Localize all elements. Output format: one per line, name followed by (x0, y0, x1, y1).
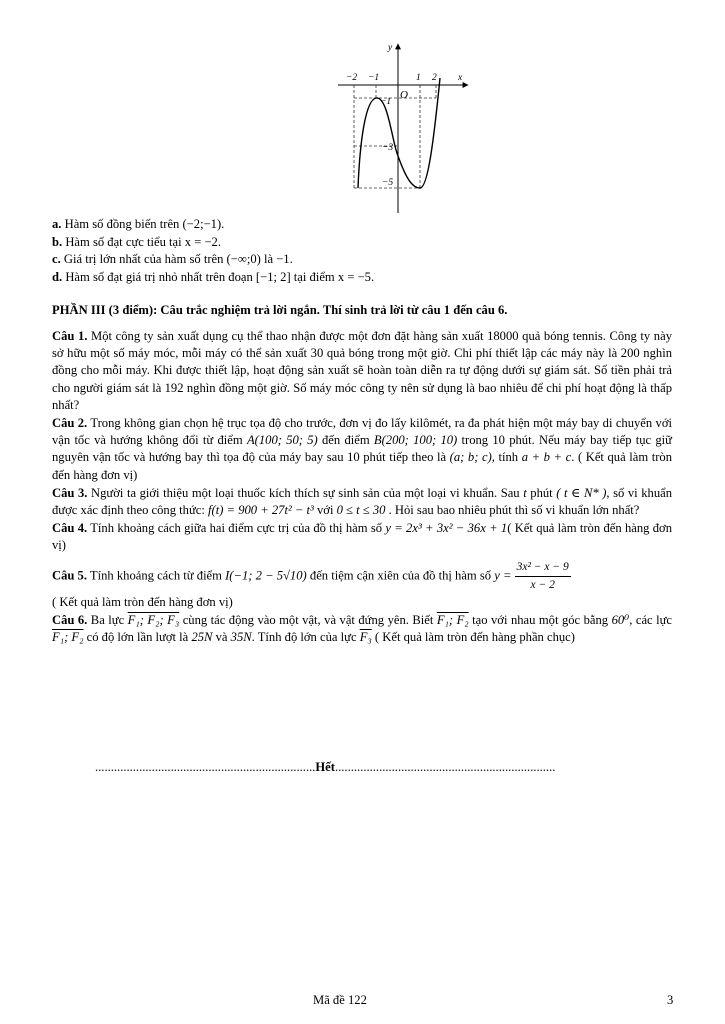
option-text: Hàm số đạt cực tiểu tại x = −2. (65, 234, 221, 249)
question-text: Tính khoảng cách từ điểm (89, 568, 222, 583)
forces-two: F₁; F₂ (436, 613, 469, 628)
axis-x-label: x (458, 73, 463, 83)
option-a (52, 216, 682, 234)
y-equals: y = (494, 568, 512, 583)
y-tick-label: −5 (382, 178, 394, 188)
question-1 (52, 328, 672, 414)
question-text: Người ta giới thiệu một loại thuốc kích thích sự sinh sản của một loại vi khuẩn. Sau (91, 485, 520, 500)
domain: ( t ∈ N* ) (556, 485, 607, 500)
question-text: Tính khoảng cách giữa hai điểm cực trị của đồ thị hàm số (90, 521, 383, 536)
question-6 (52, 612, 672, 646)
option-label: c. (52, 252, 61, 266)
question-text: với (316, 503, 334, 518)
coords: (a; b; c), (449, 450, 495, 465)
option-d (52, 269, 682, 287)
question-text: , số vi khuẩn được xác định theo công thức: (52, 485, 673, 518)
question-text: phút (530, 485, 553, 500)
question-label: Câu 5. (52, 568, 87, 583)
origin-label: O (400, 89, 408, 101)
question-text: Ba lực (90, 613, 125, 628)
point-i: I(−1; 2 − 5√10) (225, 568, 307, 583)
question-text: đến điểm (322, 433, 370, 448)
y-tick-label: −1 (380, 97, 392, 107)
question-note: ( Kết quả làm tròn đến hàng phần chục) (374, 630, 575, 645)
x-tick-label: 2 (432, 73, 437, 83)
guide-lines (354, 85, 436, 188)
point-b: B(200; 100; 10) (373, 433, 458, 448)
option-label: a. (52, 217, 62, 231)
question-text: . Hỏi sau bao nhiêu phút thì số vi khuẩn lớn nhất? (388, 503, 640, 518)
question-list (52, 328, 672, 648)
statement-options (52, 216, 682, 286)
question-3 (52, 485, 672, 519)
question-text: Một công ty sản xuất dụng cụ thể thao nhận được một đơn đặt hàng sản xuất 18000 quả bóng tennis. Công ty này sở hữu một số máy móc, mỗi máy có thể sản xuất 30 quả bóng trong một giờ. Chi phí thiết lập các máy này là 200 nghìn đồng cho mỗi máy. Khi được thiết lập, hoạt động sản xuất sẽ hoàn toàn diễn ra tự động dưới sự giám sát. Số tiền phải trả cho người giám sát là 192 nghìn đồng một giờ. Số máy móc công ty nên sử dụng là bao nhiêu để chi phí hoạt động là thấp nhất? (52, 329, 672, 412)
end-dots: ...................................................................... (334, 760, 556, 774)
question-text: . Tính độ lớn của lực (251, 630, 357, 645)
end-text: Hết (315, 760, 335, 774)
option-text: Hàm số đạt giá trị nhỏ nhất trên đoạn [−1; 2] tại điểm x = −5. (65, 269, 375, 284)
question-label: Câu 1. (52, 329, 88, 343)
function-curve (358, 78, 440, 188)
formula: f(t) = 900 + 27t² − t³ (208, 503, 314, 518)
question-text: tính (498, 450, 519, 465)
option-label: d. (52, 269, 63, 284)
y-tick-label: −3 (382, 143, 394, 153)
question-text: có độ lớn lần lượt là (86, 630, 189, 645)
question-text: tạo với nhau một góc bằng (472, 613, 609, 628)
force-three: F₃ (359, 630, 372, 645)
question-text: Trong không gian chọn hệ trục tọa độ cho trước, đơn vị đo lấy kilômét, ra đa phát hiện một máy bay di chuyển với vận tốc và hướng không đổi từ điểm (52, 416, 672, 448)
function-graph (330, 38, 480, 218)
forces-three: F₁; F₂; F₃ (127, 613, 180, 628)
variable-t: t (523, 485, 527, 500)
numerator: 3x² − x − 9 (515, 559, 571, 577)
forces-two: F₁; F₂ (52, 630, 84, 645)
question-note: . ( Kết quả làm tròn đến hàng đơn vị) (52, 450, 673, 482)
question-2 (52, 415, 672, 484)
axis-y-label: y (388, 43, 393, 53)
x-tick-label: −2 (346, 73, 358, 83)
option-text: Hàm số đồng biến trên (−2;−1). (64, 217, 225, 231)
question-4 (52, 520, 672, 554)
fraction (515, 559, 571, 594)
section-title: PHẦN III (3 điểm): Câu trắc nghiệm trả lời ngắn. Thí sinh trả lời từ câu 1 đến câu 6. (52, 303, 508, 317)
point-a: A(100; 50; 5) (246, 433, 318, 448)
option-label: b. (52, 234, 63, 249)
question-note: ( Kết quả làm tròn đến hàng đơn vị) (52, 595, 233, 610)
angle: 60⁰ (611, 613, 630, 628)
question-label: Câu 3. (52, 485, 88, 500)
page-number: 3 (667, 993, 674, 1007)
option-text: Giá trị lớn nhất của hàm số trên (−∞;0) là −1. (63, 252, 293, 266)
force-value: 25N (191, 630, 213, 645)
range: 0 ≤ t ≤ 30 (336, 503, 386, 518)
question-text: trong 10 phút. Nếu máy bay tiếp tục giữ nguyên vận tốc và hướng bay thì tọa độ của máy bay sau 10 phút tiếp theo là (52, 433, 673, 465)
option-b (52, 234, 682, 252)
question-5 (52, 559, 672, 612)
question-note: ( Kết quả làm tròn đến hàng đơn vị) (52, 521, 672, 553)
end-marker (95, 760, 630, 775)
question-text: , các lực (629, 613, 673, 628)
exam-code: Mã đề 122 (313, 993, 367, 1007)
force-value: 35N (230, 630, 252, 645)
sum-expression: a + b + c (521, 450, 572, 465)
x-tick-label: 1 (416, 73, 421, 83)
formula: y = 2x³ + 3x² − 36x + 1 (385, 521, 508, 536)
denominator: x − 2 (530, 578, 555, 591)
question-label: Câu 2. (52, 416, 88, 431)
question-label: Câu 6. (52, 613, 88, 628)
question-text: và (215, 630, 228, 645)
question-text: cùng tác động vào một vật, và vật đứng yên. Biết (182, 613, 434, 628)
question-label: Câu 4. (52, 521, 88, 536)
x-tick-label: −1 (368, 73, 380, 83)
option-c (52, 251, 682, 269)
question-text: đến tiệm cận xiên của đồ thị hàm số (309, 568, 492, 583)
end-dots: ...................................................................... (95, 760, 316, 774)
